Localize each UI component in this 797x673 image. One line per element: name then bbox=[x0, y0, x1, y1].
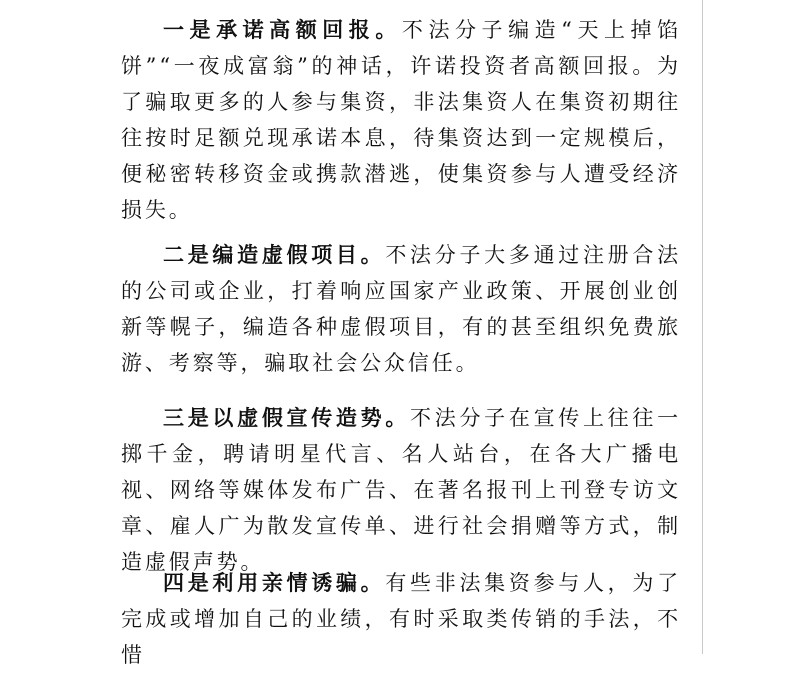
paragraph-heading: 二是编造虚假项目。 bbox=[163, 243, 386, 267]
paragraph-heading: 一是承诺高额回报。 bbox=[163, 18, 402, 42]
paragraph-family-lure bbox=[121, 565, 681, 673]
paragraph-body: 不法分子在宣传上往往一掷千金，聘请明星代言、名人站台，在各大广播电视、网络等媒体发布广告、在著名报刊上刊登专访文章、雇人广为散发宣传单、进行社会捐赠等方式，制造虚假声势。 bbox=[121, 406, 681, 574]
paragraph-heading: 四是利用亲情诱骗。 bbox=[163, 571, 386, 595]
page-margin-line bbox=[702, 0, 703, 654]
paragraph-body: 不法分子编造“天上掉馅饼”“一夜成富翁”的神话，许诺投资者高额回报。为了骗取更多的人参与集资，非法集资人在集资初期往往按时足额兑现承诺本息，待集资达到一定规模后，便秘密转移资金或携款潜逃，使集资参与人遭受经济损失。 bbox=[121, 18, 681, 222]
paragraph-body: 有些非法集资参与人，为了完成或增加自己的业绩，有时采取类传销的手法，不惜 bbox=[121, 571, 681, 667]
paragraph-high-return-promise bbox=[121, 12, 681, 228]
paragraph-fake-projects bbox=[121, 237, 681, 381]
paragraph-false-publicity bbox=[121, 400, 681, 580]
paragraph-body: 不法分子大多通过注册合法的公司或企业，打着响应国家产业政策、开展创业创新等幌子，编造各种虚假项目，有的甚至组织免费旅游、考察等，骗取社会公众信任。 bbox=[121, 243, 681, 375]
paragraph-heading: 三是以虚假宣传造势。 bbox=[163, 406, 411, 430]
